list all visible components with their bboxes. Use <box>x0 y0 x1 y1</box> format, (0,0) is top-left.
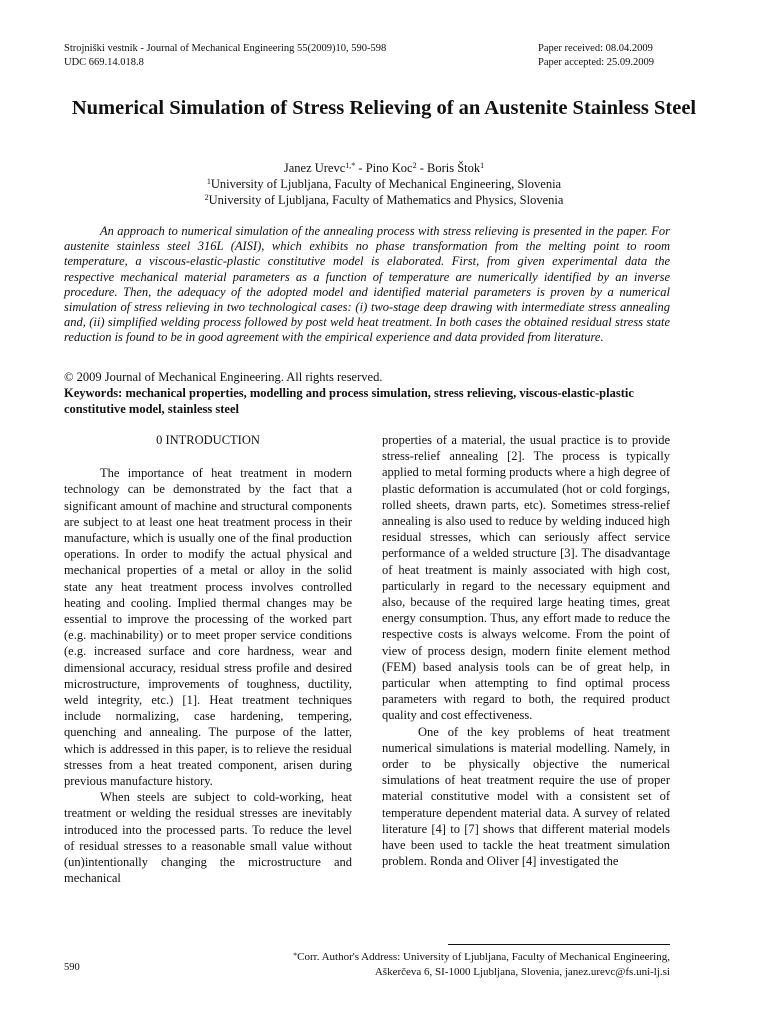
paper-title: Numerical Simulation of Stress Relieving of an Austenite Stainless Steel <box>71 97 697 119</box>
received-date: Paper received: 08.04.2009 <box>538 43 653 54</box>
footnote-line-2: Aškerčeva 6, SI-1000 Ljubljana, Slovenia, janez.urevc@fs.uni-lj.si <box>374 966 670 978</box>
author-line <box>60 160 708 176</box>
body-column-right <box>382 432 670 869</box>
affiliation-1: $^1$University of Ljubljana, Faculty of Mechanical Engineering, Slovenia <box>206 177 562 191</box>
journal-header <box>64 42 386 70</box>
body-column-left <box>64 432 352 886</box>
footnote-line-1: *Corr. Author's Address: University of Ljubljana, Faculty of Mechanical Engineering, <box>293 951 670 963</box>
footnote-rule <box>448 944 670 945</box>
accepted-date: Paper accepted: 25.09.2009 <box>538 57 655 68</box>
keywords: Keywords: mechanical properties, modelling and process simulation, stress relieving, viscous-elastic-plastic constitutive model, stainless steel <box>64 386 634 416</box>
udc-code: UDC 669.14.018.8 <box>64 57 144 68</box>
abstract: An approach to numerical simulation of the annealing process with stress relieving is presented in the paper. For austenite stainless steel 316L (AISI), which exhibits no phase transformation from the melting point to room temperature, a viscous-elastic-plastic constitutive model is elaborated. First, from given experimental data the respective mechanical material parameters as a function of temperature are numerically identified by an inverse procedure. Then, the adequacy of the adopted model and identified material parameters is proven by a numerical simulation of stress relieving in two technological cases: (i) two-stage deep drawing with intermediate stress annealing and, (ii) simplified welding process followed by post weld heat treatment. In both cases the obtained residual stress state reduction is found to be in good agreement with the empirical experience and data provided from literature. <box>64 224 670 345</box>
author-sup: 1,* <box>345 161 356 170</box>
affiliation-2: $^2$University of Ljubljana, Faculty of Mathematics and Physics, Slovenia <box>204 193 564 207</box>
author-sup: 1 <box>480 161 485 170</box>
paper-dates <box>538 42 654 70</box>
page-number: 590 <box>64 962 80 973</box>
corresponding-author-footnote <box>224 950 670 980</box>
section-heading: 0 INTRODUCTION <box>156 433 260 447</box>
body-paragraph: properties of a material, the usual practice is to provide stress-relief annealing [2]. The process is typically applied to metal forming products where a high degree of plastic deformation is accumulated (hot or cold forgings, rolled sheets, drawn parts, etc). Sometimes stress-relief annealing is also used to reduce by welding induced high residual stresses, which can seriously affect service performance of a welded structure [3]. The disadvantage of heat treatment is mainly associated with high cost, particularly in regard to the necessary equipment and also, because of the required large heating times, great energy consumption. Thus, any effort made to reduce the respective costs is always welcome. From the point of view of process design, modern finite element method (FEM) based analysis tools can be of great help, in particular when attempting to find optimal process parameters with regard to both, the required product quality and cost effectiveness. <box>382 433 670 723</box>
author-name: Boris Štok <box>427 161 481 175</box>
author-block <box>60 160 708 208</box>
author-separator: - <box>416 161 427 175</box>
copyright-notice: © 2009 Journal of Mechanical Engineering. All rights reserved. <box>64 370 383 384</box>
author-separator: - <box>355 161 366 175</box>
journal-citation: Strojniški vestnik - Journal of Mechanical Engineering 55(2009)10, 590-598 <box>64 43 387 54</box>
body-paragraph: The importance of heat treatment in modern technology can be demonstrated by the fact that a significant amount of machine and structural components are subject to at least one heat treatment process in their manufacture, which is usually one of the final production operations. In order to modify the actual physical and mechanical properties of a metal or alloy in the solid state any heat treatment process involves controlled heating and cooling. Implied thermal changes may be essential to improve the processing of the worked part (e.g. machinability) or to meet proper service conditions (e.g. increased surface and core hardness, wear and dimensional accuracy, residual stress profile and desired microstructure, improvements of toughness, ductility, weld integrity, etc.) [1]. Heat treatment techniques include normalizing, case hardening, tempering, quenching and annealing. The purpose of the latter, which is addressed in this paper, is to relieve the residual stresses from a heat treated component, arisen during previous manufacture history. <box>64 466 352 789</box>
author-name: Janez Urevc <box>283 161 346 175</box>
body-paragraph: When steels are subject to cold-working, heat treatment or welding the residual stresses are inevitably introduced into the processed parts. To reduce the level of residual stresses to a reasonable small value without (un)intentionally changing the microstructure and mechanical <box>64 790 352 886</box>
author-sup: 2 <box>412 161 417 170</box>
body-paragraph: One of the key problems of heat treatment numerical simulations is material modelling. Namely, in order to be physically objective the numerical simulations of heat treatment require the use of proper material constitutive model with a consistent set of temperature dependent material data. A survey of related literature [4] to [7] shows that different material models have been used to tackle the heat treatment simulation problem. Ronda and Oliver [4] investigated the <box>382 724 670 869</box>
author-name: Pino Koc <box>365 161 413 175</box>
footnote-marker: * <box>293 951 298 960</box>
